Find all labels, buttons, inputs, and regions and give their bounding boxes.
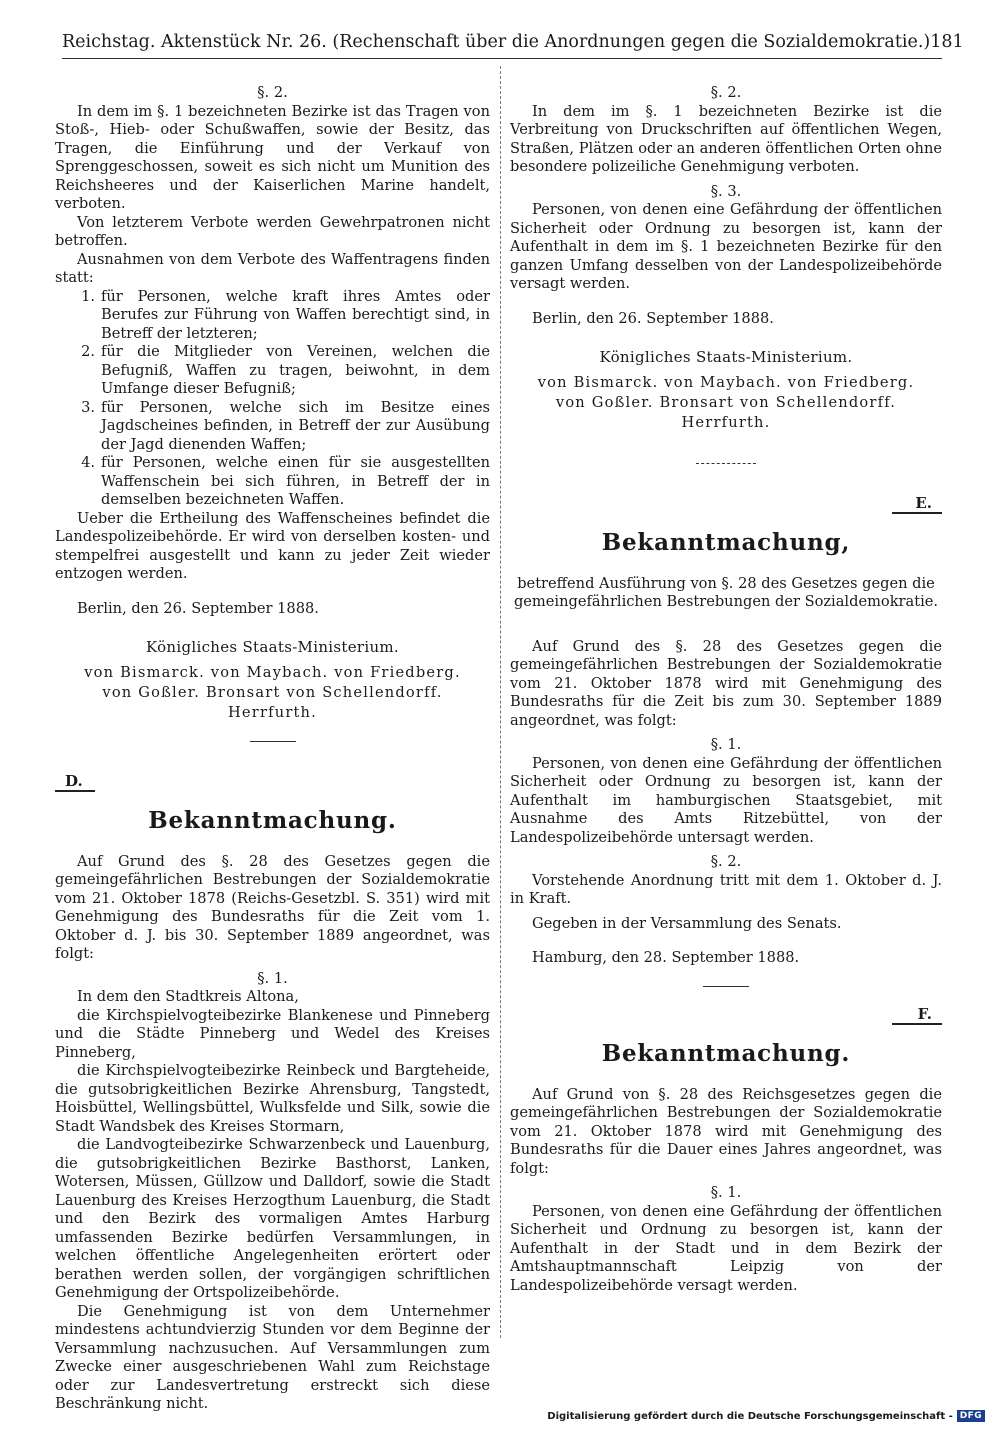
- list-text: für Personen, welche kraft ihres Amtes oder Berufes zur Führung von Waffen berechtigt sind, in Betreff der letzteren;: [101, 287, 490, 342]
- section-title: Bekanntmachung.: [601, 1040, 851, 1067]
- ministry-line: Königliches Staats-Ministerium.: [145, 638, 399, 656]
- body-paragraph: Vorstehende Anordnung tritt mit dem 1. Oktober d. J. in Kraft.: [510, 871, 942, 907]
- paragraph-heading: §. 3.: [710, 182, 742, 200]
- dateline: Berlin, den 26. September 1888.: [77, 599, 319, 617]
- list-item: [55, 454, 490, 510]
- right-column: [510, 78, 942, 1295]
- body-paragraph: die Landvogteibezirke Schwarzenbeck und Lauenburg, die gutsobrigkeitlichen Bezirke Basthorst, Lanken, Wotersen, Müssen, Güllzow und Dalldorf, sowie die Stadt Lauenburg des Kreises Herzogthum Lauenburg, die Stadt und den Bezirk des vormaligen Amtes Harburg umfassenden Bezirke bedürfen Versammlungen, in welchen öffentliche Angelegenheiten erörtert oder berathen werden sollen, der vorgängigen schriftlichen Genehmigung der Ortspolizeibehörde.: [55, 1136, 490, 1301]
- section-title: Bekanntmachung.: [148, 807, 397, 834]
- body-paragraph: die Kirchspielvogteibezirke Blankenese und Pinneberg und die Städte Pinneberg und Wedel des Kreises Pinneberg,: [55, 1006, 490, 1061]
- digitization-footer: [547, 1410, 985, 1422]
- body-paragraph: die Kirchspielvogteibezirke Reinbeck und Bargteheide, die gutsobrigkeitlichen Bezirke Ahrensburg, Tangstedt, Hoisbüttel, Wellingsbüttel, Wulksfelde und Silk, sowie die Stadt Wandsbek des Kreises Stormarn,: [55, 1062, 490, 1135]
- list-item: [55, 399, 490, 455]
- body-paragraph: Personen, von denen eine Gefährdung der öffentlichen Sicherheit oder Ordnung zu besorgen ist, kann der Aufenthalt im hamburgischen Staatsgebiet, mit Ausnahme des Amts Ritzebüttel, von der Landespolizeibehörde untersagt werden.: [510, 754, 942, 846]
- left-column: [55, 78, 490, 1414]
- body-paragraph: Auf Grund des §. 28 des Gesetzes gegen die gemeingefährlichen Bestrebungen der Sozialdemokratie vom 21. Oktober 1878 wird mit Genehmigung des Bundesraths für die Zeit bis zum 30. September 1889 angeordnet, was folgt:: [510, 637, 942, 729]
- list-item: [55, 288, 490, 344]
- signature-block: [55, 663, 490, 723]
- signature-line: von Bismarck. von Maybach. von Friedberg.: [537, 373, 915, 391]
- body-paragraph: Ausnahmen von dem Verbote des Waffentragens finden statt:: [55, 250, 490, 286]
- signature-line: Herrfurth.: [681, 413, 771, 431]
- paragraph-heading: §. 2.: [710, 853, 742, 870]
- signature-line: von Goßler. Bronsart von Schellendorff.: [102, 683, 443, 701]
- list-number: 4.: [81, 454, 95, 471]
- paragraph-heading: §. 1.: [710, 736, 742, 753]
- list-text: für Personen, welche einen für sie ausgestellten Waffenschein bei sich führen, in Betreff der in demselben bezeichneten Waffen.: [101, 454, 490, 508]
- signature-block: [510, 373, 942, 433]
- list-number: 2.: [81, 343, 95, 360]
- body-paragraph: Ueber die Ertheilung des Waffenscheines befindet die Landespolizeibehörde. Er wird von derselben kosten- und stempelfrei ausgestellt und kann zu jeder Zeit wieder entzogen werden.: [55, 509, 490, 582]
- body-paragraph: In dem im §. 1 bezeichneten Bezirke ist das Tragen von Stoß-, Hieb- oder Schußwaffen, sowie der Besitz, das Tragen, die Einführung und der Verkauf von Sprenggeschossen, soweit es sich nicht um Munition des Reichsheeres und der Kaiserlichen Marine handelt, verboten.: [55, 102, 490, 212]
- list-number: 1.: [81, 287, 95, 305]
- section-subtitle: betreffend Ausführung von §. 28 des Gesetzes gegen die gemeingefährlichen Bestrebungen der Sozialdemokratie.: [513, 574, 939, 610]
- section-rule: [250, 741, 296, 742]
- signature-line: Herrfurth.: [228, 703, 317, 721]
- section-letter: E.: [892, 494, 942, 515]
- ministry-line: Königliches Staats-Ministerium.: [599, 348, 853, 366]
- section-rule: [703, 986, 749, 987]
- body-paragraph: Personen, von denen eine Gefährdung der öffentlichen Sicherheit und Ordnung zu besorgen ist, kann der Aufenthalt in der Stadt und in dem Bezirk der Amtshauptmannschaft Leipzig von der Landespolizeibehörde versagt werden.: [510, 1202, 942, 1294]
- list-text: für Personen, welche sich im Besitze eines Jagdscheines befinden, in Betreff der zur Ausübung der Jagd dienenden Waffen;: [101, 398, 490, 453]
- body-paragraph: Auf Grund des §. 28 des Gesetzes gegen die gemeingefährlichen Bestrebungen der Sozialdemokratie vom 21. Oktober 1878 (Reichs-Gesetzbl. S. 351) wird mit Genehmigung des Bundesraths für die Zeit vom 1. Oktober d. J. bis 30. September 1889 angeordnet, was folgt:: [55, 852, 490, 962]
- body-paragraph: In dem den Stadtkreis Altona,: [77, 988, 299, 1005]
- section-letter: F.: [892, 1005, 942, 1026]
- body-paragraph: Auf Grund von §. 28 des Reichsgesetzes gegen die gemeingefährlichen Bestrebungen der Sozialdemokratie vom 21. Oktober 1878 wird mit Genehmigung des Bundesraths für die Dauer eines Jahres angeordnet, was folgt:: [510, 1085, 942, 1177]
- paragraph-heading: §. 2.: [257, 84, 288, 101]
- dateline: Hamburg, den 28. September 1888.: [532, 949, 800, 966]
- paragraph-heading: §. 1.: [257, 969, 288, 987]
- column-divider: [500, 66, 501, 1338]
- body-paragraph: Die Genehmigung ist von dem Unternehmer mindestens achtundvierzig Stunden vor dem Beginne der Versammlung nachzusuchen. Auf Versammlungen zum Zwecke einer ausgeschriebenen Wahl zum Reichstage oder zur Landesvertretung erstreckt sich diese Beschränkung nicht.: [55, 1302, 490, 1412]
- exceptions-list: [55, 288, 490, 510]
- footer-credit: Digitalisierung gefördert durch die Deutsche Forschungsgemeinschaft -: [547, 1410, 953, 1422]
- body-paragraph: Gegeben in der Versammlung des Senats.: [532, 914, 842, 932]
- running-title: Reichstag. Aktenstück Nr. 26. (Rechenschaft über die Anordnungen gegen die Sozialdemokratie.): [62, 32, 931, 52]
- section-letter: D.: [55, 772, 95, 793]
- paragraph-heading: §. 1.: [710, 1184, 742, 1201]
- running-header: [62, 30, 964, 54]
- paragraph-heading: §. 2.: [710, 84, 742, 101]
- section-rule: [696, 463, 756, 464]
- list-number: 3.: [81, 398, 95, 416]
- body-paragraph: In dem im §. 1 bezeichneten Bezirke ist die Verbreitung von Druckschriften auf öffentlichen Wegen, Straßen, Plätzen oder an anderen öffentlichen Orten ohne besondere polizeiliche Genehmigung verboten.: [510, 102, 942, 175]
- signature-line: von Bismarck. von Maybach. von Friedberg.: [84, 663, 461, 681]
- signature-line: von Goßler. Bronsart von Schellendorff.: [555, 393, 897, 411]
- list-text: für die Mitglieder von Vereinen, welchen die Befugniß, Waffen zu tragen, beiwohnt, in dem Umfange dieser Befugniß;: [101, 343, 490, 397]
- body-paragraph: Von letzterem Verbote werden Gewehrpatronen nicht betroffen.: [55, 213, 490, 249]
- dateline: Berlin, den 26. September 1888.: [532, 309, 774, 327]
- page-number: 181: [930, 32, 964, 52]
- dfg-logo: DFG: [957, 1410, 985, 1422]
- header-rule: [62, 58, 942, 59]
- body-paragraph: Personen, von denen eine Gefährdung der öffentlichen Sicherheit oder Ordnung zu besorgen ist, kann der Aufenthalt in dem im §. 1 bezeichneten Bezirke für den ganzen Umfang desselben von der Landespolizeibehörde versagt werden.: [510, 201, 942, 292]
- list-item: [55, 343, 490, 399]
- section-title: Bekanntmachung,: [601, 529, 851, 556]
